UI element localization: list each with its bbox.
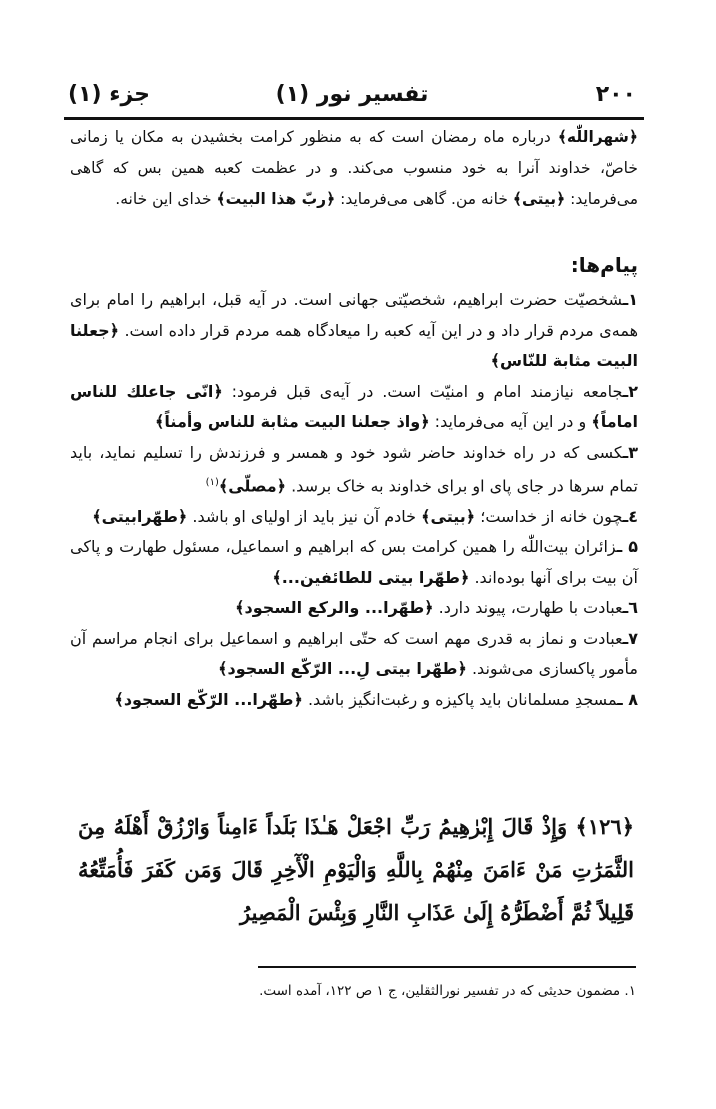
message-item-1 [70,285,638,377]
footnote-reference: (۱) [205,477,219,488]
page-header [62,80,642,116]
message-text: مسجدِ مسلمانان باید پاکیزه و رغبت‌انگیز باشد. [302,689,618,709]
message-number: ٦ـ [622,598,638,618]
intro-text-2: خانه من. گاهی می‌فرماید: [335,190,513,208]
message-item-8 [70,685,638,716]
message-quote: ﴿مصلّی﴾ [218,476,286,496]
message-quote: ﴿طهّرا... والرکع السجود﴾ [235,598,434,618]
messages-heading: پیام‌ها: [570,253,638,277]
message-text: عبادت با طهارت، پیوند دارد. [433,598,623,618]
message-text: جامعه نیازمند امام و امنیّت است. در آیه‌ی قبل فرمود: [222,381,623,401]
message-quote-2: ﴿واذ جعلنا البیت مثابة للناس وأمناً﴾ [155,412,430,431]
header-rule [64,117,644,120]
footnote: ۱. مضمون حدیثی که در تفسیر نورالثقلین، ج ۱ ص ۱۲۲، آمده است. [259,983,636,999]
intro-paragraph [70,122,638,215]
messages-list [70,285,638,715]
message-number: ۳ـ [622,442,638,462]
message-quote: ﴿طهّرا... الرّکّع السجود﴾ [114,689,303,709]
message-quote: ﴿انّی جاعلك للناس اماماً﴾ [70,381,638,431]
message-item-7 [70,624,638,685]
message-text: شخصیّت حضرت ابراهیم، شخصیّتی جهانی است. در آیه قبل، ابراهیم را امام برای همه‌ی مردم قرار داد و در این آیه کعبه را میعادگاه همه مردم قرار داده است. [70,290,638,340]
footnote-rule [258,966,636,968]
message-text-2: خادم آن نیز باید از اولیای او باشد. [187,506,422,526]
message-number: ٤ـ [622,506,638,526]
message-number: ۲ـ [622,381,639,401]
quote-shahrallah: ﴿شهراللّٰه﴾ [557,128,638,146]
message-quote: ﴿جعلنا البیت مثابة للنّاس﴾ [70,320,638,370]
message-number: ۱ـ [622,290,638,309]
message-text: کسی که در راه خداوند حاضر شود خود و همسر و فرزندش را تسلیم نماید، باید تمام سرها در جای پای او برای خداوند به خاک برسد. [70,442,638,496]
message-quote: ﴿طهّرا بیتی لِ... الرّکّع السجود﴾ [218,659,467,679]
page-number: ۲۰۰ [595,82,636,107]
message-number: ۷ـ [622,628,638,648]
message-item-4 [70,502,638,533]
message-quote: ﴿طهّرا بیتی للطائفین...﴾ [272,567,470,587]
message-item-3 [70,438,638,502]
message-item-5 [70,532,638,593]
quote-rabb-hadha-albayt: ﴿ربّ هذا البیت﴾ [216,190,336,208]
message-item-2 [70,377,638,438]
message-text-2: و در این آیه می‌فرماید: [429,412,592,431]
intro-text-3: خدای این خانه. [115,190,217,208]
message-text: زائران بیت‌اللّٰه را همین کرامت بس که ابراهیم و اسماعیل، مسئول طهارت و پاکی آن بیت برای آنها بوده‌اند. [70,537,638,587]
verse-text: وَإِذْ قَالَ إِبْرٰهِيمُ رَبِّ اجْعَلْ هَـٰذَا بَلَداً ءَامِناً وَارْزُقْ أَهْلَهُ مِنَ الثَّمَرَٰتِ مَنْ ءَامَنَ مِنْهُمْ بِاللَّهِ وَالْيَوْمِ الْأٓخِرِ قَالَ وَمَن كَفَرَ فَأُمَتِّعُهُ قَلِيلاً ثُمَّ أَضْطَرُّهُ إِلَىٰ عَذَابِ النَّارِ وَبِئْسَ الْمَصِيرُ [78,814,634,925]
message-quote-2: ﴿طهّرابیتی﴾ [92,506,188,526]
message-number: ۸ ـ [617,689,638,709]
message-text: چون خانه از خداست؛ [475,506,623,526]
message-number: ۵ ـ [616,537,638,557]
intro-text-1: درباره ماه رمضان است که به منظور کرامت بخشیدن به مکان یا زمانی خاصّ، خداوند آنرا به خود منسوب می‌کند. و در عظمت کعبه همین بس که گاهی می‌فرماید: [70,128,638,208]
quote-beyti: ﴿بیتی﴾ [512,190,566,208]
message-text: عبادت و نماز به قدری مهم است که حتّی ابراهیم و اسماعیل برای انجام مراسم آن مأمور پاکسازی می‌شوند. [70,628,638,679]
running-title: تفسیر نور (۱) [275,82,429,107]
message-item-6 [70,593,638,624]
message-quote: ﴿بیتی﴾ [421,506,476,526]
quran-verse [78,805,634,934]
verse-number: ﴿۱۲٦﴾ [575,814,634,839]
juz-label: جزء (۱) [68,82,151,107]
